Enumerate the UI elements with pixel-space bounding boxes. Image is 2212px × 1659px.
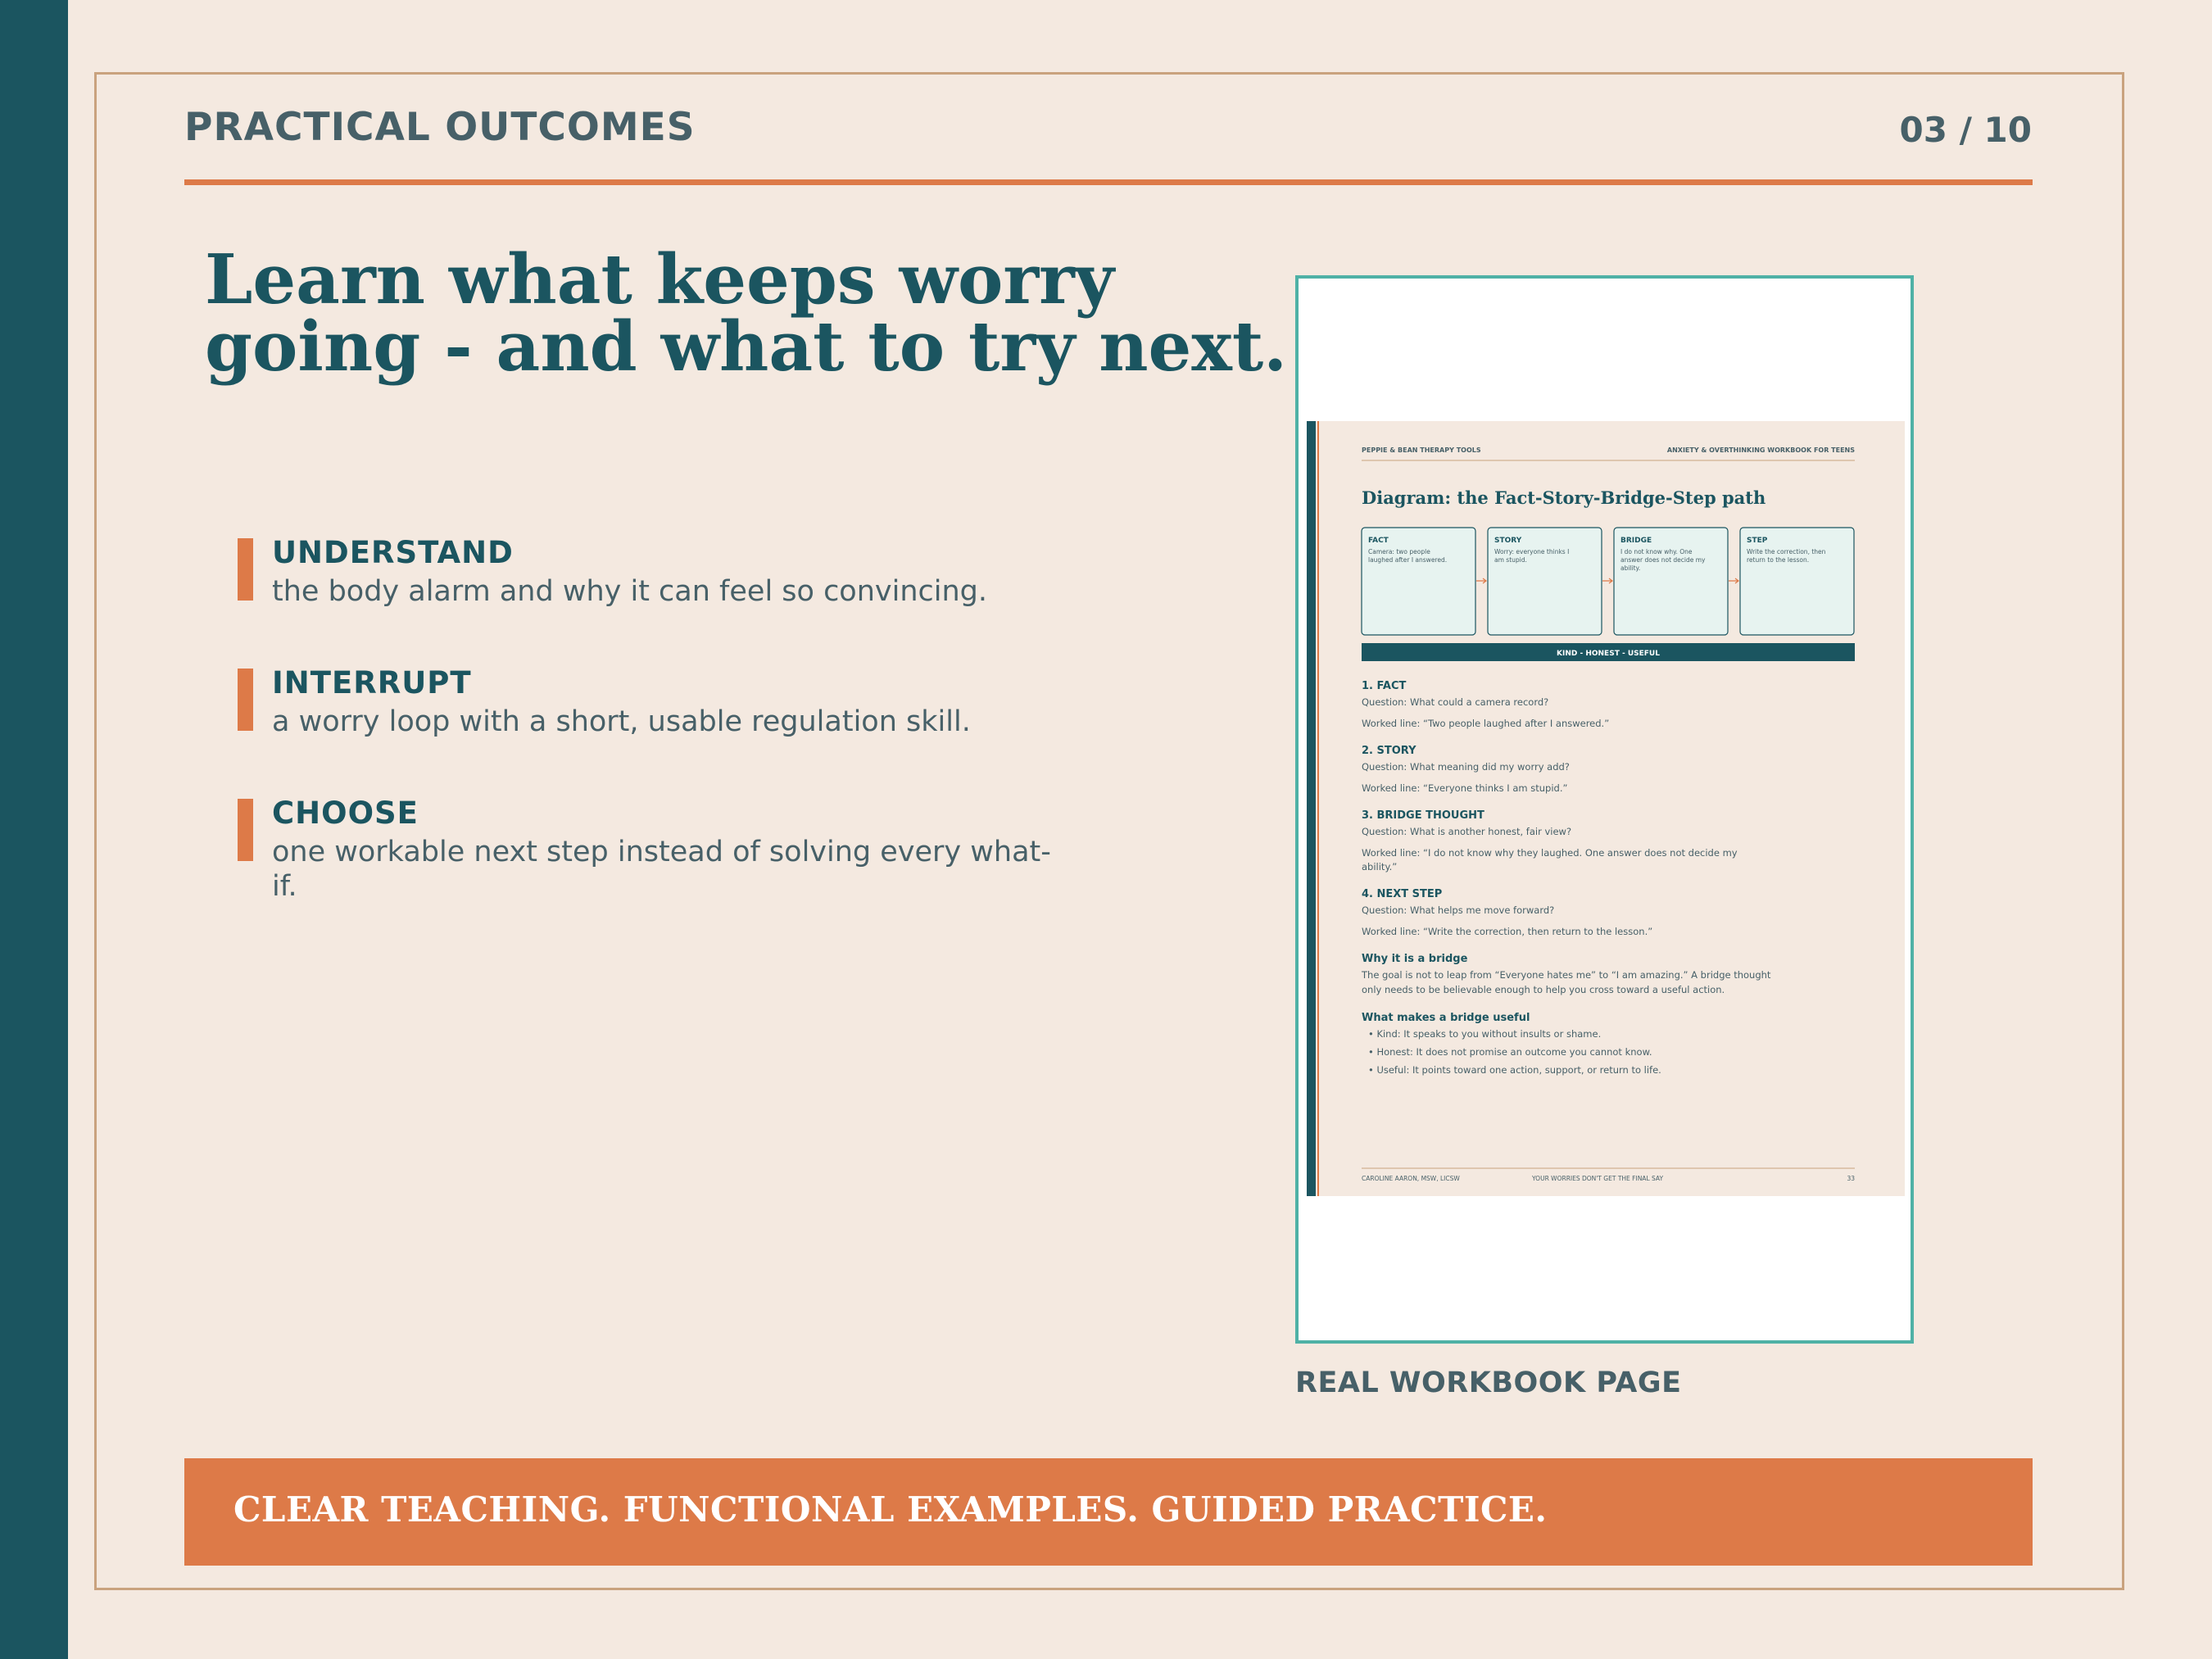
workbook-bullet-useful: • Useful: It points toward one action, support, or return to life. (1368, 1064, 1661, 1076)
outcome-title: UNDERSTAND (272, 535, 514, 570)
workbook-why-heading: Why it is a bridge (1362, 953, 1468, 965)
svg-text:Worked line: “Write the correc: Worked line: “Write the correction, then return to the lesson.” (1362, 926, 1653, 937)
outcome-marker (238, 538, 253, 601)
left-accent-bar (0, 0, 68, 1659)
svg-text:2. STORY: 2. STORY (1362, 745, 1416, 757)
svg-text:answer does not decide my: answer does not decide my (1620, 556, 1706, 564)
outcome-title: INTERRUPT (272, 665, 472, 700)
outcome-marker (238, 669, 253, 731)
svg-text:Worked line: “Everyone thinks: Worked line: “Everyone thinks I am stupid.” (1362, 782, 1568, 794)
svg-text:am stupid.: am stupid. (1494, 556, 1527, 564)
workbook-page-image (1299, 279, 1911, 1340)
workbook-footer-title: YOUR WORRIES DON'T GET THE FINAL SAY (1532, 1175, 1664, 1182)
svg-text:Question: What could a camera: Question: What could a camera record? (1362, 696, 1549, 708)
footer-banner-text: CLEAR TEACHING. FUNCTIONAL EXAMPLES. GUIDED PRACTICE. (233, 1489, 1548, 1530)
workbook-footer-page-number: 33 (1847, 1175, 1855, 1182)
outcome-marker (238, 799, 253, 861)
section-label: PRACTICAL OUTCOMES (184, 105, 696, 150)
outcome-description: the body alarm and why it can feel so convincing. (272, 575, 988, 608)
svg-text:Worked line: “I do not know wh: Worked line: “I do not know why they laughed. One answer does not decide my (1362, 847, 1738, 859)
header-rule (184, 179, 2033, 185)
workbook-useful-heading: What makes a bridge useful (1362, 1012, 1530, 1024)
svg-text:Question: What helps me move f: Question: What helps me move forward? (1362, 904, 1555, 916)
svg-text:Write the correction, then: Write the correction, then (1747, 548, 1826, 555)
svg-text:1. FACT: 1. FACT (1362, 680, 1407, 692)
svg-text:Question: What is another hone: Question: What is another honest, fair view? (1362, 826, 1572, 837)
svg-text:FACT: FACT (1368, 537, 1389, 545)
slide-headline: Learn what keeps worry going - and what to try next. (205, 239, 1288, 387)
workbook-diagram-box-story (1488, 528, 1602, 635)
workbook-page-screenshot (1295, 275, 1914, 1344)
outcome-description: one workable next step instead of solving every what-if. (272, 836, 1051, 903)
workbook-why-line-1: The goal is not to leap from “Everyone hates me” to “I am amazing.” A bridge thought (1362, 969, 1771, 981)
svg-text:4. NEXT STEP: 4. NEXT STEP (1362, 888, 1443, 900)
workbook-header-left: PEPPIE & BEAN THERAPY TOOLS (1362, 446, 1481, 454)
workbook-why-line-2: only needs to be believable enough to help you cross toward a useful action. (1362, 984, 1725, 995)
svg-text:I do not know why. One: I do not know why. One (1620, 548, 1693, 555)
svg-text:STORY: STORY (1494, 537, 1522, 545)
svg-text:ability.: ability. (1620, 564, 1641, 572)
footer-banner (184, 1458, 2033, 1566)
workbook-title: Diagram: the Fact-Story-Bridge-Step path (1362, 487, 1766, 508)
workbook-diagram-box-fact (1362, 528, 1475, 635)
svg-text:Worry: everyone thinks I: Worry: everyone thinks I (1494, 548, 1570, 555)
outcome-description: a worry loop with a short, usable regulation skill. (272, 705, 971, 738)
page-number: 03 / 10 (1899, 110, 2032, 150)
workbook-header-right: ANXIETY & OVERTHINKING WORKBOOK FOR TEENS (1666, 446, 1855, 454)
workbook-bullet-honest: • Honest: It does not promise an outcome you cannot know. (1368, 1046, 1652, 1058)
svg-text:3. BRIDGE THOUGHT: 3. BRIDGE THOUGHT (1362, 809, 1484, 822)
svg-text:Camera: two people: Camera: two people (1368, 548, 1430, 555)
svg-text:BRIDGE: BRIDGE (1620, 537, 1652, 545)
svg-text:ability.”: ability.” (1362, 861, 1398, 873)
workbook-footer-author: CAROLINE AARON, MSW, LICSW (1362, 1175, 1460, 1182)
outcome-title: CHOOSE (272, 796, 419, 831)
workbook-diagram-box-bridge (1614, 528, 1728, 635)
workbook-bullet-kind: • Kind: It speaks to you without insults or shame. (1368, 1028, 1602, 1040)
svg-text:Worked line: “Two people laugh: Worked line: “Two people laughed after I answered.” (1362, 718, 1610, 729)
svg-text:return to the lesson.: return to the lesson. (1747, 556, 1810, 564)
workbook-diagram-box-step (1740, 528, 1854, 635)
svg-text:STEP: STEP (1747, 537, 1768, 545)
svg-text:Question: What meaning did my: Question: What meaning did my worry add? (1362, 761, 1570, 773)
workbook-caption: REAL WORKBOOK PAGE (1295, 1367, 1682, 1399)
workbook-banner: KIND - HONEST - USEFUL (1557, 650, 1660, 658)
svg-text:laughed after I answered.: laughed after I answered. (1368, 556, 1448, 564)
